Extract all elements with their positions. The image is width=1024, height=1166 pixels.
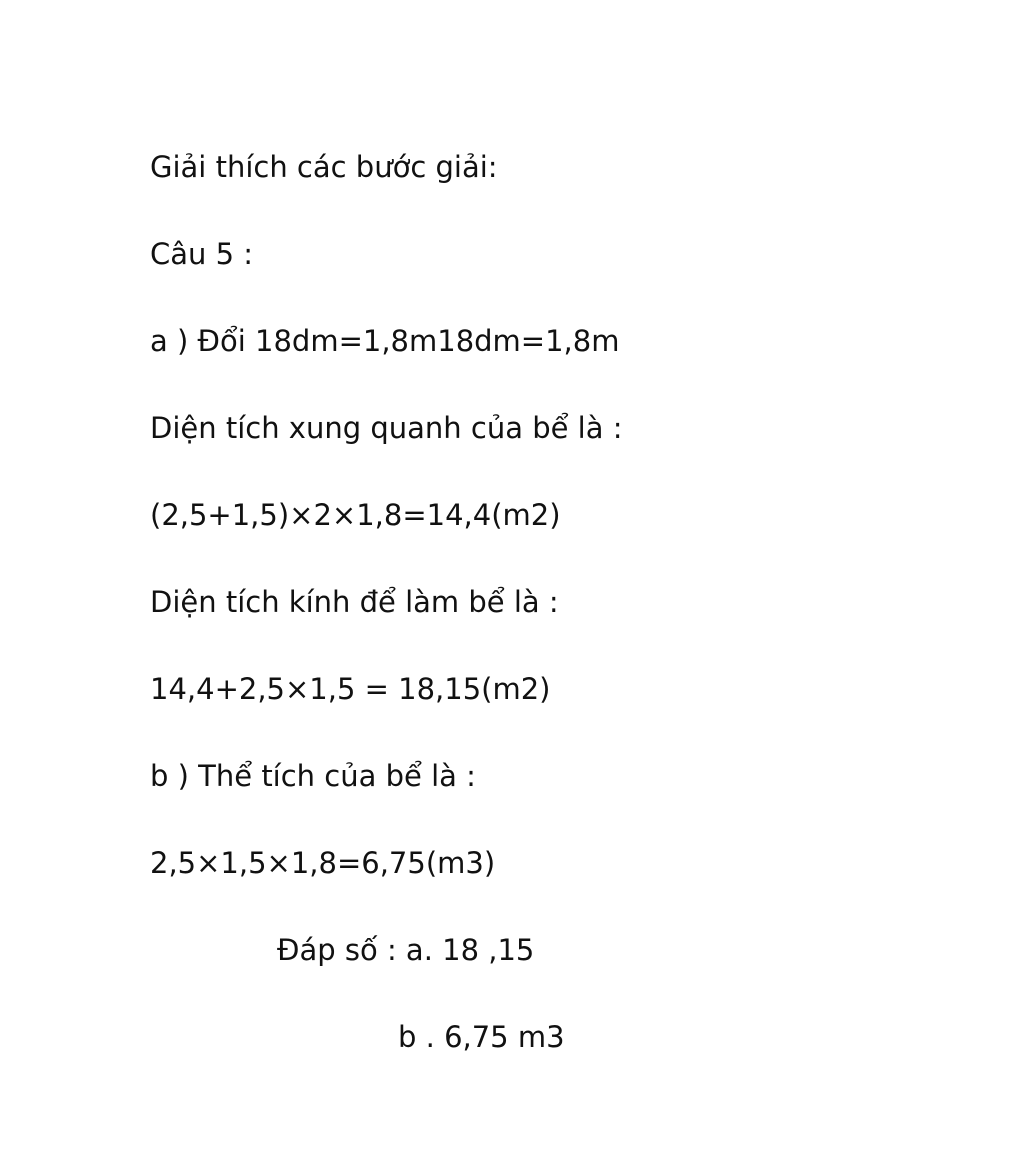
- lateral-area-calculation: (2,5+1,5)×2×1,8=14,4(m2): [150, 498, 561, 532]
- volume-calculation: 2,5×1,5×1,8=6,75(m3): [150, 846, 496, 880]
- part-a-conversion: a ) Đổi 18dm=1,8m18dm=1,8m: [150, 324, 620, 358]
- glass-area-label: Diện tích kính để làm bể là :: [150, 585, 559, 619]
- answer-a: Đáp số : a. 18 ,15: [277, 933, 535, 967]
- part-b-volume-label: b ) Thể tích của bể là :: [150, 759, 476, 793]
- question-label: Câu 5 :: [150, 237, 254, 271]
- heading-explanation: Giải thích các bước giải:: [150, 150, 498, 184]
- lateral-area-label: Diện tích xung quanh của bể là :: [150, 411, 623, 445]
- glass-area-calculation: 14,4+2,5×1,5 = 18,15(m2): [150, 672, 551, 706]
- answer-b: b . 6,75 m3: [398, 1020, 565, 1054]
